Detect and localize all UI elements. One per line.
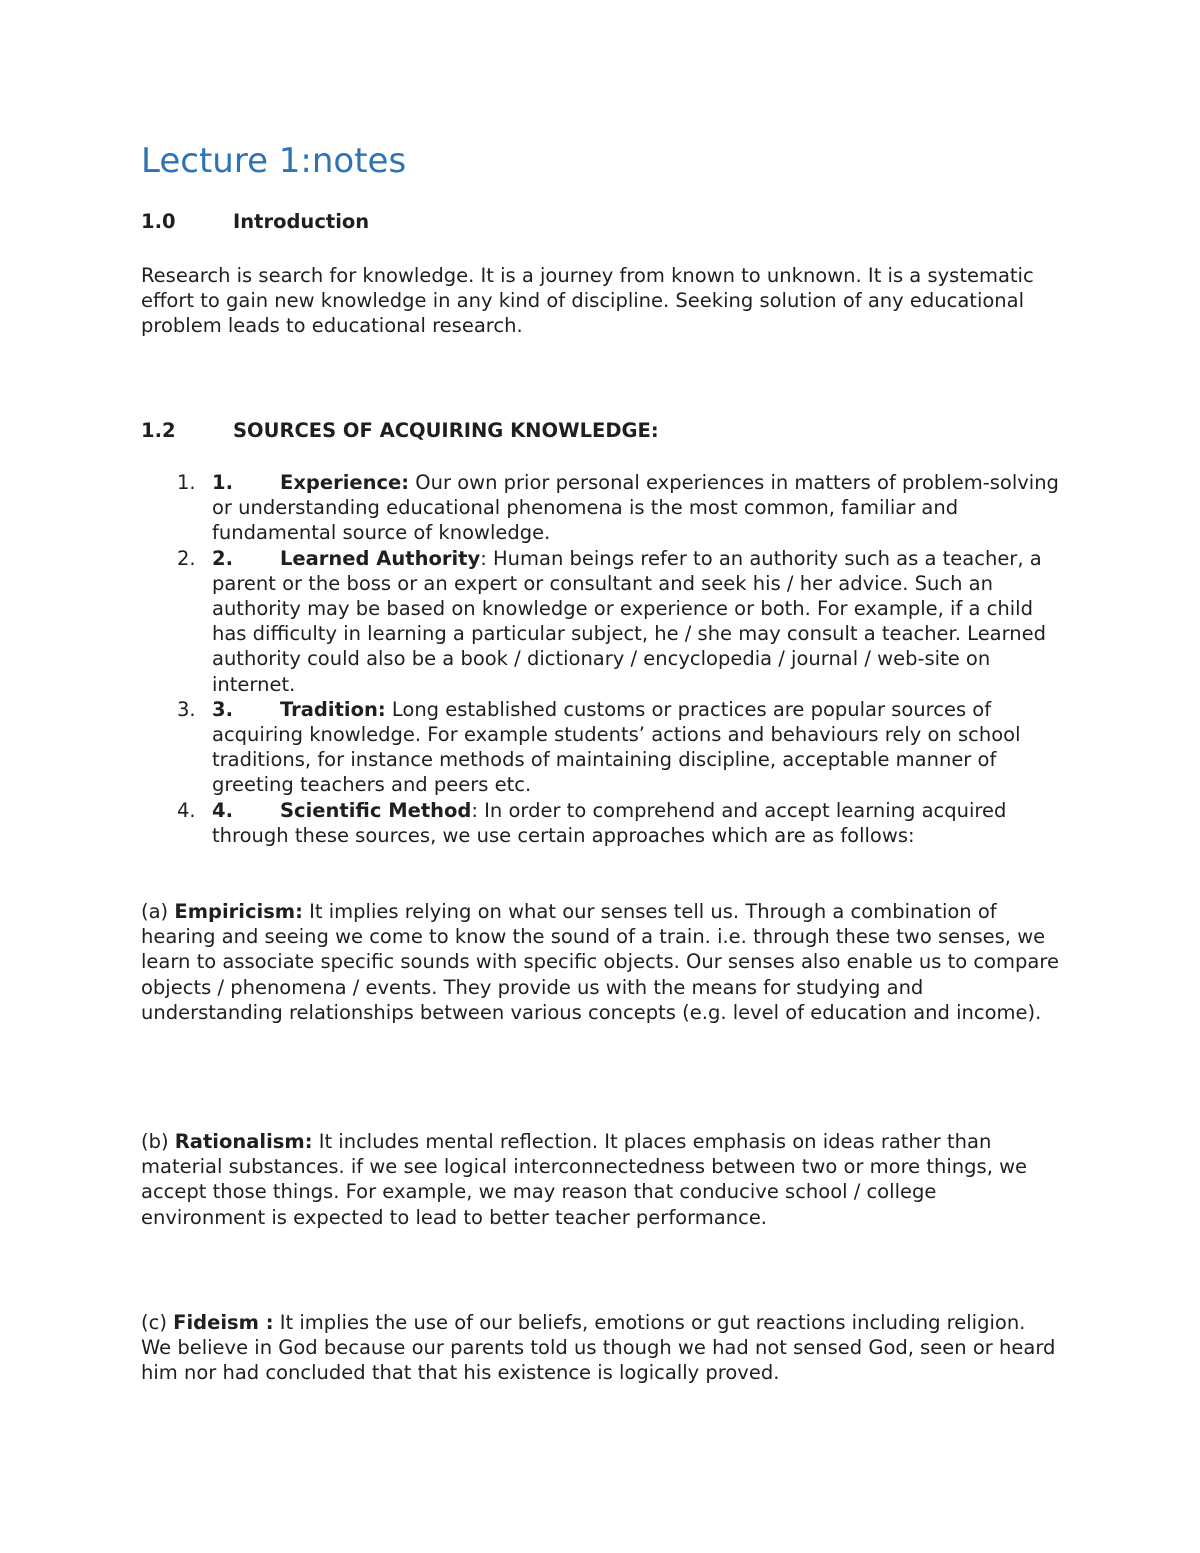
section-number: 1.2: [141, 419, 176, 442]
section-title: Introduction: [233, 210, 370, 233]
item-term: Scientific Method: [280, 798, 472, 822]
item-number: 2.: [212, 546, 233, 570]
item-number: 4.: [212, 798, 233, 822]
list-marker: 4.: [177, 798, 196, 822]
list-marker: 1.: [177, 471, 196, 494]
item-term: Tradition:: [280, 697, 386, 721]
empiricism-paragraph: [141, 899, 1061, 1025]
fideism-paragraph: [141, 1310, 1061, 1386]
section-heading-introduction: [141, 209, 369, 235]
approach-term: Fideism :: [173, 1311, 274, 1334]
item-number: 1.: [212, 471, 233, 494]
approach-text: It includes mental reflection. It places emphasis on ideas rather than material substances. if we see logical interconnectedness between two or more things, we accept those things. For example, we may reason that conducive school / college environment is expected to lead to better teacher performance.: [141, 1130, 1028, 1229]
page-title: Lecture 1:notes: [141, 141, 407, 181]
approach-label: (a): [141, 900, 175, 923]
approach-label: (b): [141, 1130, 175, 1153]
list-item: [141, 470, 1061, 546]
item-number: 3.: [212, 697, 233, 721]
sources-list: [141, 470, 1061, 848]
section-number: 1.0: [141, 210, 176, 233]
approach-term: Empiricism:: [174, 900, 303, 923]
item-text: Long established customs or practices are popular sources of acquiring knowledge. For example students’ actions and behaviours rely on school traditions, for instance methods of maintaining discipline, acceptable manner of greeting teachers and peers etc.: [212, 697, 1021, 797]
item-text: : In order to comprehend and accept learning acquired through these sources, we use certain approaches which are as follows:: [212, 798, 1007, 847]
introduction-paragraph: Research is search for knowledge. It is a journey from known to unknown. It is a systematic effort to gain new knowledge in any kind of discipline. Seeking solution of any educational problem leads to educational research.: [141, 264, 1034, 338]
list-marker: 2.: [177, 546, 196, 570]
section-heading-sources: [141, 418, 659, 444]
list-item: [141, 697, 1061, 798]
approach-text: It implies the use of our beliefs, emotions or gut reactions including religion. We believe in God because our parents told us though we had not sensed God, seen or heard him nor had concluded that that his existence is logically proved.: [141, 1311, 1056, 1385]
item-term: Experience:: [280, 471, 410, 494]
item-text: Our own prior personal experiences in matters of problem-solving or understanding educational phenomena is the most common, familiar and fundamental source of knowledge.: [212, 471, 1059, 545]
approach-label: (c): [141, 1311, 174, 1334]
item-text: : Human beings refer to an authority such as a teacher, a parent or the boss or an expert or consultant and seek his / her advice. Such an authority may be based on knowledge or experience or both. For example, if a child has difficulty in learning a particular subject, he / she may consult a teacher. Learned authority could also be a book / dictionary / encyclopedia / journal / web-site on internet.: [212, 546, 1047, 696]
list-marker: 3.: [177, 697, 196, 721]
item-term: Learned Authority: [280, 546, 481, 570]
section-title: SOURCES OF ACQUIRING KNOWLEDGE:: [233, 419, 659, 442]
list-item: [141, 798, 1061, 848]
approach-term: Rationalism:: [174, 1130, 313, 1153]
approach-text: It implies relying on what our senses tell us. Through a combination of hearing and seeing we come to know the sound of a train. i.e. through these two senses, we learn to associate specific sounds with specific objects. Our senses also enable us to compare objects / phenomena / events. They provide us with the means for studying and understanding relationships between various concepts (e.g. level of education and income).: [141, 900, 1059, 1024]
rationalism-paragraph: [141, 1129, 1061, 1230]
list-item: [141, 546, 1061, 697]
